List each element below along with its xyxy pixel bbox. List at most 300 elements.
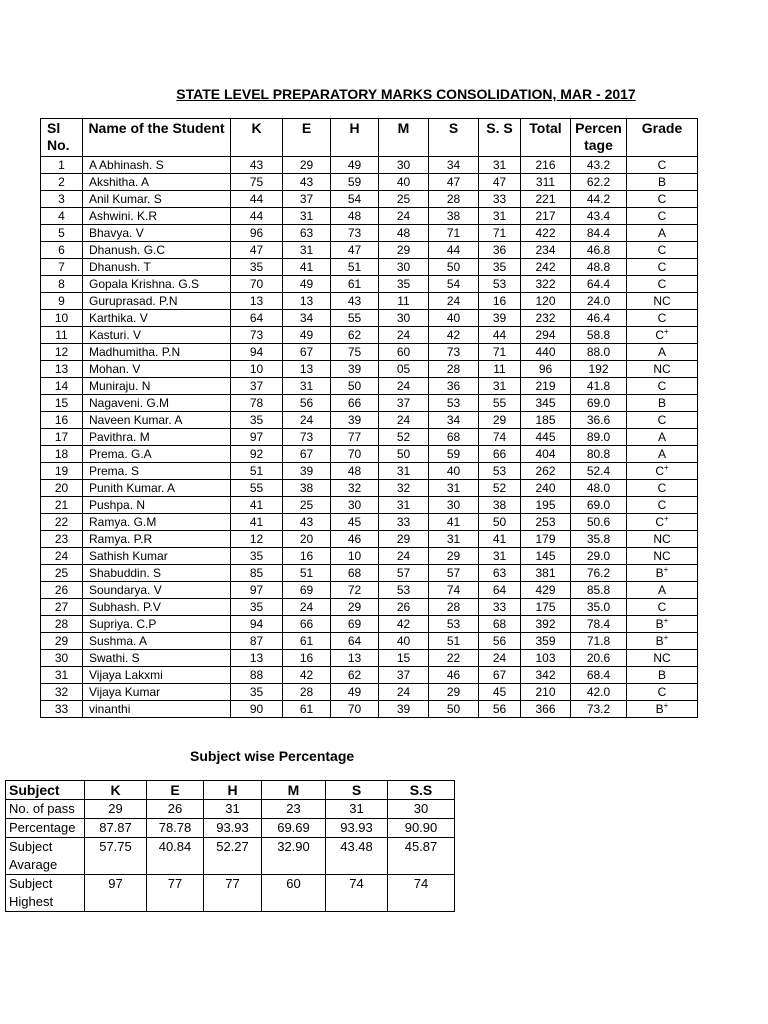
cell-m: 24 xyxy=(379,208,429,225)
cell-total: 120 xyxy=(521,293,571,310)
cell-student-name: Dhanush. G.C xyxy=(83,242,231,259)
cell-pct: 43.4 xyxy=(571,208,627,225)
cell-sl-no: 12 xyxy=(41,344,83,361)
cell-k: 13 xyxy=(231,650,283,667)
cell-total: 359 xyxy=(521,633,571,650)
grade-letter: NC xyxy=(653,293,671,308)
header-e: E xyxy=(283,119,331,157)
cell-pct: 71.8 xyxy=(571,633,627,650)
subject-header-cell: Subject xyxy=(6,781,85,800)
cell-total: 381 xyxy=(521,565,571,582)
grade-letter: C xyxy=(657,684,667,699)
cell-s: 40 xyxy=(429,310,479,327)
cell-ss: 71 xyxy=(479,344,521,361)
cell-k: 35 xyxy=(231,548,283,565)
cell-grade xyxy=(627,344,698,361)
subject-table-body xyxy=(6,800,455,912)
table-row xyxy=(41,616,698,633)
header-m: M xyxy=(379,119,429,157)
cell-k: 44 xyxy=(231,191,283,208)
cell-m: 24 xyxy=(379,412,429,429)
grade-letter: A xyxy=(657,344,666,359)
cell-grade xyxy=(627,650,698,667)
header-sl-no: Sl No. xyxy=(41,119,83,157)
cell-ss: 11 xyxy=(479,361,521,378)
cell-sl-no: 27 xyxy=(41,599,83,616)
cell-h: 49 xyxy=(331,157,379,174)
grade-letter: B xyxy=(655,565,664,580)
grade-plus: + xyxy=(663,615,669,625)
cell-m: 31 xyxy=(379,463,429,480)
cell-grade xyxy=(627,684,698,701)
cell-total: 185 xyxy=(521,412,571,429)
cell-ss: 52 xyxy=(479,480,521,497)
cell-ss: 71 xyxy=(479,225,521,242)
cell-k: 55 xyxy=(231,480,283,497)
table-row xyxy=(41,157,698,174)
cell-m: 26 xyxy=(379,599,429,616)
cell-grade xyxy=(627,514,698,531)
cell-ss: 50 xyxy=(479,514,521,531)
cell-h: 13 xyxy=(331,650,379,667)
subject-section-title: Subject wise Percentage xyxy=(190,748,355,764)
cell-sl-no: 4 xyxy=(41,208,83,225)
cell-h: 70 xyxy=(331,701,379,718)
cell-sl-no: 24 xyxy=(41,548,83,565)
cell-total: 429 xyxy=(521,582,571,599)
header-percentage: Percen tage xyxy=(571,119,627,157)
cell-student-name: Ramya. P.R xyxy=(83,531,231,548)
grade-letter: A xyxy=(657,582,666,597)
table-row xyxy=(41,174,698,191)
cell-h: 29 xyxy=(331,599,379,616)
table-row xyxy=(41,310,698,327)
cell-h: 10 xyxy=(331,548,379,565)
table-row xyxy=(41,701,698,718)
cell-m: 32 xyxy=(379,480,429,497)
cell-e: 24 xyxy=(283,599,331,616)
cell-grade xyxy=(627,463,698,480)
cell-k: 87 xyxy=(231,633,283,650)
grade-plus: + xyxy=(663,700,669,710)
cell-s: 38 xyxy=(429,208,479,225)
cell-s: 53 xyxy=(429,395,479,412)
subject-row-label: Subject Highest xyxy=(6,875,85,912)
cell-pct: 73.2 xyxy=(571,701,627,718)
cell-m: 40 xyxy=(379,633,429,650)
cell-student-name: Akshitha. A xyxy=(83,174,231,191)
cell-e: 66 xyxy=(283,616,331,633)
cell-h: 32 xyxy=(331,480,379,497)
cell-student-name: Ramya. G.M xyxy=(83,514,231,531)
cell-e: 67 xyxy=(283,344,331,361)
cell-e: 43 xyxy=(283,514,331,531)
cell-s: 28 xyxy=(429,361,479,378)
cell-grade xyxy=(627,174,698,191)
cell-pct: 58.8 xyxy=(571,327,627,344)
cell-total: 195 xyxy=(521,497,571,514)
cell-m: 60 xyxy=(379,344,429,361)
cell-total: 175 xyxy=(521,599,571,616)
cell-ss: 31 xyxy=(479,548,521,565)
cell-ss: 63 xyxy=(479,565,521,582)
cell-pct: 64.4 xyxy=(571,276,627,293)
cell-pct: 35.0 xyxy=(571,599,627,616)
subject-value-cell: 93.93 xyxy=(326,819,388,838)
table-row xyxy=(41,599,698,616)
cell-s: 44 xyxy=(429,242,479,259)
cell-s: 31 xyxy=(429,531,479,548)
cell-e: 16 xyxy=(283,548,331,565)
subject-value-cell: 93.93 xyxy=(204,819,262,838)
grade-letter: B xyxy=(657,667,666,682)
cell-student-name: Nagaveni. G.M xyxy=(83,395,231,412)
cell-ss: 31 xyxy=(479,208,521,225)
cell-h: 49 xyxy=(331,684,379,701)
cell-total: 262 xyxy=(521,463,571,480)
grade-plus: + xyxy=(663,632,669,642)
cell-s: 54 xyxy=(429,276,479,293)
cell-s: 28 xyxy=(429,599,479,616)
cell-sl-no: 10 xyxy=(41,310,83,327)
cell-total: 103 xyxy=(521,650,571,667)
cell-e: 20 xyxy=(283,531,331,548)
cell-e: 69 xyxy=(283,582,331,599)
cell-student-name: Subhash. P.V xyxy=(83,599,231,616)
grade-letter: C xyxy=(657,310,667,325)
cell-pct: 48.8 xyxy=(571,259,627,276)
cell-s: 31 xyxy=(429,480,479,497)
cell-total: 440 xyxy=(521,344,571,361)
cell-s: 36 xyxy=(429,378,479,395)
grade-letter: A xyxy=(657,225,666,240)
cell-student-name: Shabuddin. S xyxy=(83,565,231,582)
header-h: H xyxy=(331,119,379,157)
cell-sl-no: 15 xyxy=(41,395,83,412)
cell-s: 22 xyxy=(429,650,479,667)
subject-value-cell: 57.75 xyxy=(85,838,147,875)
table-row xyxy=(41,208,698,225)
cell-e: 13 xyxy=(283,361,331,378)
grade-letter: B xyxy=(655,701,664,716)
cell-student-name: Prema. S xyxy=(83,463,231,480)
cell-student-name: Vijaya Lakxmi xyxy=(83,667,231,684)
cell-grade xyxy=(627,480,698,497)
grade-letter: C xyxy=(657,497,667,512)
cell-m: 30 xyxy=(379,259,429,276)
cell-s: 50 xyxy=(429,259,479,276)
cell-ss: 53 xyxy=(479,463,521,480)
cell-ss: 36 xyxy=(479,242,521,259)
subject-row xyxy=(6,800,455,819)
subject-value-cell: 78.78 xyxy=(147,819,204,838)
cell-grade xyxy=(627,378,698,395)
table-row xyxy=(41,276,698,293)
grade-plus: + xyxy=(664,462,669,472)
cell-m: 11 xyxy=(379,293,429,310)
cell-total: 392 xyxy=(521,616,571,633)
cell-e: 29 xyxy=(283,157,331,174)
cell-pct: 76.2 xyxy=(571,565,627,582)
cell-e: 38 xyxy=(283,480,331,497)
subject-value-cell: 32.90 xyxy=(262,838,326,875)
grade-letter: B xyxy=(655,633,664,648)
cell-sl-no: 11 xyxy=(41,327,83,344)
table-row xyxy=(41,378,698,395)
grade-plus: + xyxy=(663,564,669,574)
cell-e: 25 xyxy=(283,497,331,514)
cell-total: 240 xyxy=(521,480,571,497)
cell-pct: 43.2 xyxy=(571,157,627,174)
cell-k: 35 xyxy=(231,599,283,616)
grade-letter: A xyxy=(657,429,666,444)
cell-s: 74 xyxy=(429,582,479,599)
cell-sl-no: 26 xyxy=(41,582,83,599)
cell-sl-no: 33 xyxy=(41,701,83,718)
cell-k: 51 xyxy=(231,463,283,480)
cell-s: 51 xyxy=(429,633,479,650)
cell-k: 35 xyxy=(231,259,283,276)
cell-grade xyxy=(627,412,698,429)
cell-ss: 29 xyxy=(479,412,521,429)
cell-ss: 38 xyxy=(479,497,521,514)
cell-k: 41 xyxy=(231,497,283,514)
table-row xyxy=(41,395,698,412)
table-row xyxy=(41,412,698,429)
table-row xyxy=(41,225,698,242)
grade-letter: NC xyxy=(653,531,671,546)
subject-value-cell: 31 xyxy=(204,800,262,819)
header-total: Total xyxy=(521,119,571,157)
cell-ss: 33 xyxy=(479,599,521,616)
table-row xyxy=(41,497,698,514)
grade-letter: C xyxy=(657,412,667,427)
cell-s: 47 xyxy=(429,174,479,191)
cell-grade xyxy=(627,548,698,565)
cell-m: 29 xyxy=(379,242,429,259)
cell-sl-no: 14 xyxy=(41,378,83,395)
cell-e: 49 xyxy=(283,276,331,293)
cell-k: 94 xyxy=(231,616,283,633)
grade-plus: + xyxy=(664,513,669,523)
grade-letter: C xyxy=(657,208,667,223)
table-row xyxy=(41,344,698,361)
cell-grade xyxy=(627,242,698,259)
cell-sl-no: 22 xyxy=(41,514,83,531)
cell-grade xyxy=(627,157,698,174)
cell-m: 24 xyxy=(379,548,429,565)
cell-pct: 80.8 xyxy=(571,446,627,463)
cell-k: 97 xyxy=(231,582,283,599)
grade-letter: C xyxy=(655,327,664,342)
cell-student-name: Muniraju. N xyxy=(83,378,231,395)
cell-m: 57 xyxy=(379,565,429,582)
cell-grade xyxy=(627,701,698,718)
cell-h: 48 xyxy=(331,208,379,225)
table-row xyxy=(41,684,698,701)
cell-student-name: Mohan. V xyxy=(83,361,231,378)
cell-k: 75 xyxy=(231,174,283,191)
cell-pct: 46.4 xyxy=(571,310,627,327)
subject-table xyxy=(5,780,455,912)
cell-pct: 20.6 xyxy=(571,650,627,667)
cell-s: 28 xyxy=(429,191,479,208)
cell-student-name: Sathish Kumar xyxy=(83,548,231,565)
cell-e: 49 xyxy=(283,327,331,344)
table-row xyxy=(41,191,698,208)
cell-student-name: Kasturi. V xyxy=(83,327,231,344)
cell-ss: 64 xyxy=(479,582,521,599)
cell-m: 31 xyxy=(379,497,429,514)
cell-total: 221 xyxy=(521,191,571,208)
cell-k: 92 xyxy=(231,446,283,463)
cell-sl-no: 20 xyxy=(41,480,83,497)
cell-grade xyxy=(627,446,698,463)
cell-e: 63 xyxy=(283,225,331,242)
cell-e: 56 xyxy=(283,395,331,412)
cell-sl-no: 21 xyxy=(41,497,83,514)
cell-sl-no: 23 xyxy=(41,531,83,548)
cell-sl-no: 5 xyxy=(41,225,83,242)
cell-k: 97 xyxy=(231,429,283,446)
cell-student-name: Prema. G.A xyxy=(83,446,231,463)
cell-pct: 42.0 xyxy=(571,684,627,701)
cell-h: 30 xyxy=(331,497,379,514)
grade-letter: C xyxy=(657,480,667,495)
cell-h: 43 xyxy=(331,293,379,310)
cell-sl-no: 1 xyxy=(41,157,83,174)
grade-letter: NC xyxy=(653,548,671,563)
cell-grade xyxy=(627,310,698,327)
cell-m: 05 xyxy=(379,361,429,378)
cell-total: 342 xyxy=(521,667,571,684)
subject-row-label: Subject Avarage xyxy=(6,838,85,875)
cell-total: 96 xyxy=(521,361,571,378)
cell-student-name: Sushma. A xyxy=(83,633,231,650)
cell-k: 47 xyxy=(231,242,283,259)
header-student-name: Name of the Student xyxy=(83,119,231,157)
cell-student-name: Vijaya Kumar xyxy=(83,684,231,701)
cell-student-name: Ashwini. K.R xyxy=(83,208,231,225)
cell-sl-no: 6 xyxy=(41,242,83,259)
subject-value-cell: 29 xyxy=(85,800,147,819)
cell-k: 94 xyxy=(231,344,283,361)
cell-total: 232 xyxy=(521,310,571,327)
cell-total: 242 xyxy=(521,259,571,276)
cell-student-name: Supriya. C.P xyxy=(83,616,231,633)
cell-m: 52 xyxy=(379,429,429,446)
cell-s: 42 xyxy=(429,327,479,344)
cell-ss: 44 xyxy=(479,327,521,344)
cell-h: 61 xyxy=(331,276,379,293)
cell-student-name: Karthika. V xyxy=(83,310,231,327)
subject-value-cell: 45.87 xyxy=(388,838,455,875)
grade-letter: C xyxy=(655,463,664,478)
grade-letter: C xyxy=(657,259,667,274)
cell-grade xyxy=(627,259,698,276)
marks-table xyxy=(40,118,698,718)
marks-header-row xyxy=(41,119,698,157)
cell-pct: 41.8 xyxy=(571,378,627,395)
cell-h: 64 xyxy=(331,633,379,650)
table-row xyxy=(41,293,698,310)
cell-m: 37 xyxy=(379,395,429,412)
table-row xyxy=(41,582,698,599)
cell-ss: 56 xyxy=(479,701,521,718)
grade-letter: C xyxy=(657,191,667,206)
cell-s: 73 xyxy=(429,344,479,361)
grade-letter: C xyxy=(657,378,667,393)
cell-total: 217 xyxy=(521,208,571,225)
cell-e: 13 xyxy=(283,293,331,310)
cell-grade xyxy=(627,327,698,344)
cell-h: 59 xyxy=(331,174,379,191)
cell-k: 78 xyxy=(231,395,283,412)
cell-ss: 68 xyxy=(479,616,521,633)
cell-h: 69 xyxy=(331,616,379,633)
cell-e: 39 xyxy=(283,463,331,480)
cell-ss: 66 xyxy=(479,446,521,463)
cell-student-name: Pushpa. N xyxy=(83,497,231,514)
cell-total: 253 xyxy=(521,514,571,531)
cell-total: 210 xyxy=(521,684,571,701)
cell-k: 73 xyxy=(231,327,283,344)
cell-k: 96 xyxy=(231,225,283,242)
cell-h: 45 xyxy=(331,514,379,531)
cell-pct: 48.0 xyxy=(571,480,627,497)
cell-ss: 16 xyxy=(479,293,521,310)
marks-table-body xyxy=(41,157,698,718)
cell-h: 77 xyxy=(331,429,379,446)
subject-value-cell: 97 xyxy=(85,875,147,912)
cell-s: 41 xyxy=(429,514,479,531)
cell-m: 40 xyxy=(379,174,429,191)
table-row xyxy=(41,480,698,497)
subject-value-cell: 26 xyxy=(147,800,204,819)
cell-grade xyxy=(627,208,698,225)
cell-ss: 31 xyxy=(479,378,521,395)
grade-letter: B xyxy=(655,616,664,631)
subject-header-cell: M xyxy=(262,781,326,800)
cell-total: 219 xyxy=(521,378,571,395)
cell-ss: 41 xyxy=(479,531,521,548)
cell-student-name: Dhanush. T xyxy=(83,259,231,276)
cell-sl-no: 8 xyxy=(41,276,83,293)
cell-e: 16 xyxy=(283,650,331,667)
cell-e: 31 xyxy=(283,208,331,225)
cell-sl-no: 7 xyxy=(41,259,83,276)
cell-ss: 55 xyxy=(479,395,521,412)
cell-total: 366 xyxy=(521,701,571,718)
header-grade: Grade xyxy=(627,119,698,157)
cell-e: 67 xyxy=(283,446,331,463)
cell-total: 445 xyxy=(521,429,571,446)
cell-h: 72 xyxy=(331,582,379,599)
cell-m: 29 xyxy=(379,531,429,548)
cell-grade xyxy=(627,633,698,650)
cell-h: 62 xyxy=(331,667,379,684)
cell-ss: 47 xyxy=(479,174,521,191)
cell-h: 73 xyxy=(331,225,379,242)
cell-student-name: Anil Kumar. S xyxy=(83,191,231,208)
cell-student-name: Pavithra. M xyxy=(83,429,231,446)
cell-k: 43 xyxy=(231,157,283,174)
cell-ss: 67 xyxy=(479,667,521,684)
cell-e: 42 xyxy=(283,667,331,684)
cell-k: 64 xyxy=(231,310,283,327)
cell-h: 54 xyxy=(331,191,379,208)
table-row xyxy=(41,259,698,276)
